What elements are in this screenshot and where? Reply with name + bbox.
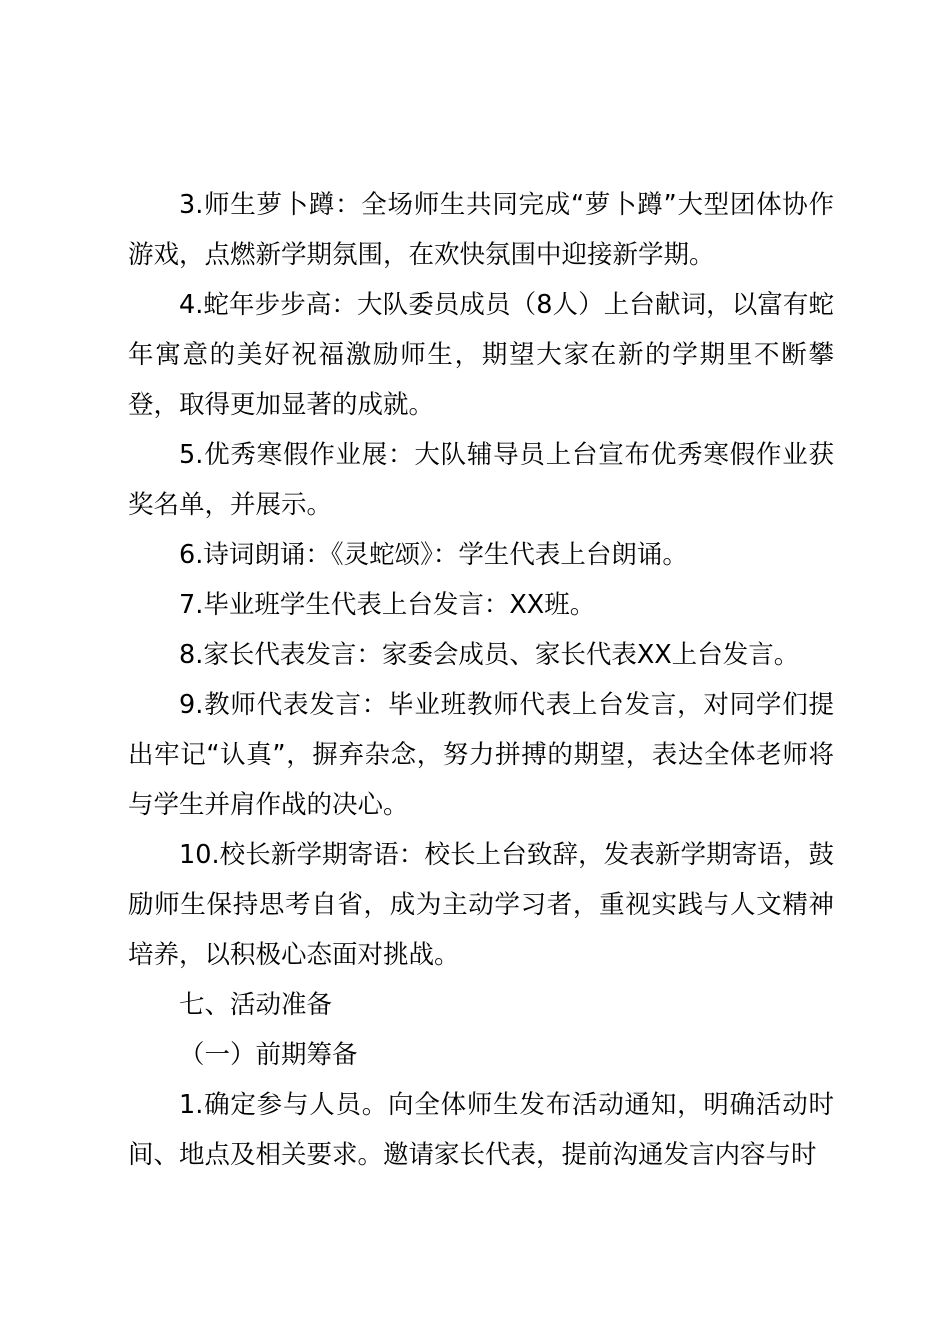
subsection-heading: （一）前期筹备 [179,1040,358,1070]
item-4-paragraph: 4.蛇年步步高：大队委员成员（8人）上台献词，以富有蛇年寓意的美好祝福激励师生，期望大家在新的学期里不断攀登，取得更加显著的成就。 [128,290,834,420]
section-heading: 七、活动准备 [179,990,333,1020]
item-10-paragraph: 10.校长新学期寄语：校长上台致辞，发表新学期寄语，鼓励师生保持思考自省，成为主动学习者，重视实践与人文精神培养，以积极心态面对挑战。 [128,840,834,970]
item-5-paragraph: 5.优秀寒假作业展：大队辅导员上台宣布优秀寒假作业获奖名单，并展示。 [128,440,834,520]
document-body [128,180,834,1180]
preparation-item-1-paragraph: 1.确定参与人员。向全体师生发布活动通知，明确活动时间、地点及相关要求。邀请家长代表，提前沟通发言内容与时 [128,1090,834,1170]
item-3-paragraph: 3.师生萝卜蹲：全场师生共同完成“萝卜蹲”大型团体协作游戏，点燃新学期氛围，在欢快氛围中迎接新学期。 [128,190,834,270]
item-7-paragraph: 7.毕业班学生代表上台发言：XX班。 [179,590,596,620]
item-9-paragraph: 9.教师代表发言：毕业班教师代表上台发言，对同学们提出牢记“认真”，摒弃杂念，努力拼搏的期望，表达全体老师将与学生并肩作战的决心。 [128,690,834,820]
item-6-paragraph: 6.诗词朗诵：《灵蛇颂》：学生代表上台朗诵。 [179,540,688,570]
item-8-paragraph: 8.家长代表发言：家委会成员、家长代表XX上台发言。 [179,640,800,670]
